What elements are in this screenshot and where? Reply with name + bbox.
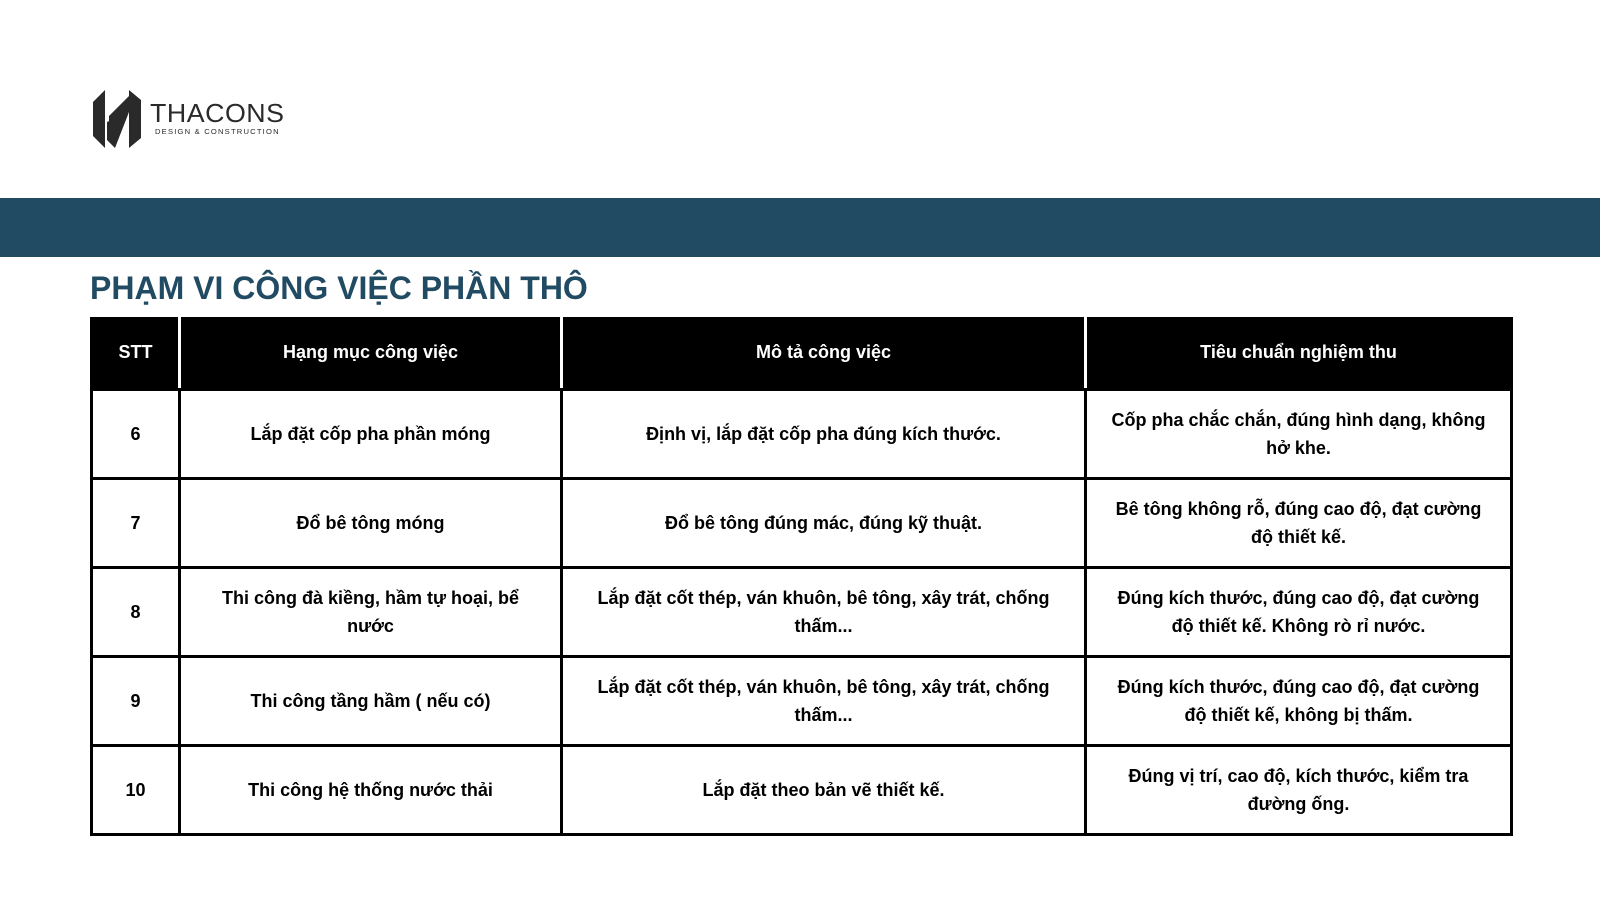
cell-item: Thi công đà kiềng, hầm tự hoại, bể nước: [180, 568, 562, 657]
table-row: [92, 568, 1512, 657]
cell-item: Lắp đặt cốp pha phần móng: [180, 390, 562, 479]
cell-stt: 7: [92, 479, 180, 568]
table-row: [92, 479, 1512, 568]
header-band: [0, 198, 1600, 257]
company-logo: [93, 90, 293, 150]
header-item: Hạng mục công việc: [180, 319, 562, 390]
logo-wordmark: THACONS: [150, 98, 285, 128]
cell-acceptance-standard: Cốp pha chắc chắn, đúng hình dạng, không hở khe.: [1086, 390, 1512, 479]
cell-description: Lắp đặt theo bản vẽ thiết kế.: [562, 746, 1086, 835]
cell-description: Đổ bê tông đúng mác, đúng kỹ thuật.: [562, 479, 1086, 568]
cell-item: Thi công hệ thống nước thải: [180, 746, 562, 835]
thacons-logo-icon: [93, 90, 145, 148]
cell-acceptance-standard: Đúng vị trí, cao độ, kích thước, kiểm tra đường ống.: [1086, 746, 1512, 835]
table-row: [92, 390, 1512, 479]
cell-stt: 8: [92, 568, 180, 657]
cell-description: Định vị, lắp đặt cốp pha đúng kích thước.: [562, 390, 1086, 479]
table-row: [92, 657, 1512, 746]
scope-table: [90, 317, 1513, 836]
cell-acceptance-standard: Bê tông không rỗ, đúng cao độ, đạt cường độ thiết kế.: [1086, 479, 1512, 568]
header-acceptance-standard: Tiêu chuẩn nghiệm thu: [1086, 319, 1512, 390]
cell-description: Lắp đặt cốt thép, ván khuôn, bê tông, xây trát, chống thấm...: [562, 568, 1086, 657]
cell-acceptance-standard: Đúng kích thước, đúng cao độ, đạt cường độ thiết kế. Không rò rỉ nước.: [1086, 568, 1512, 657]
header-stt: STT: [92, 319, 180, 390]
cell-stt: 6: [92, 390, 180, 479]
table-header-row: [92, 319, 1512, 390]
cell-item: Đổ bê tông móng: [180, 479, 562, 568]
cell-acceptance-standard: Đúng kích thước, đúng cao độ, đạt cường độ thiết kế, không bị thấm.: [1086, 657, 1512, 746]
cell-stt: 9: [92, 657, 180, 746]
cell-description: Lắp đặt cốt thép, ván khuôn, bê tông, xây trát, chống thấm...: [562, 657, 1086, 746]
table-row: [92, 746, 1512, 835]
page-title: PHẠM VI CÔNG VIỆC PHẦN THÔ: [90, 270, 588, 306]
cell-item: Thi công tầng hầm ( nếu có): [180, 657, 562, 746]
logo-tagline: DESIGN & CONSTRUCTION: [155, 127, 280, 136]
header-description: Mô tả công việc: [562, 319, 1086, 390]
cell-stt: 10: [92, 746, 180, 835]
